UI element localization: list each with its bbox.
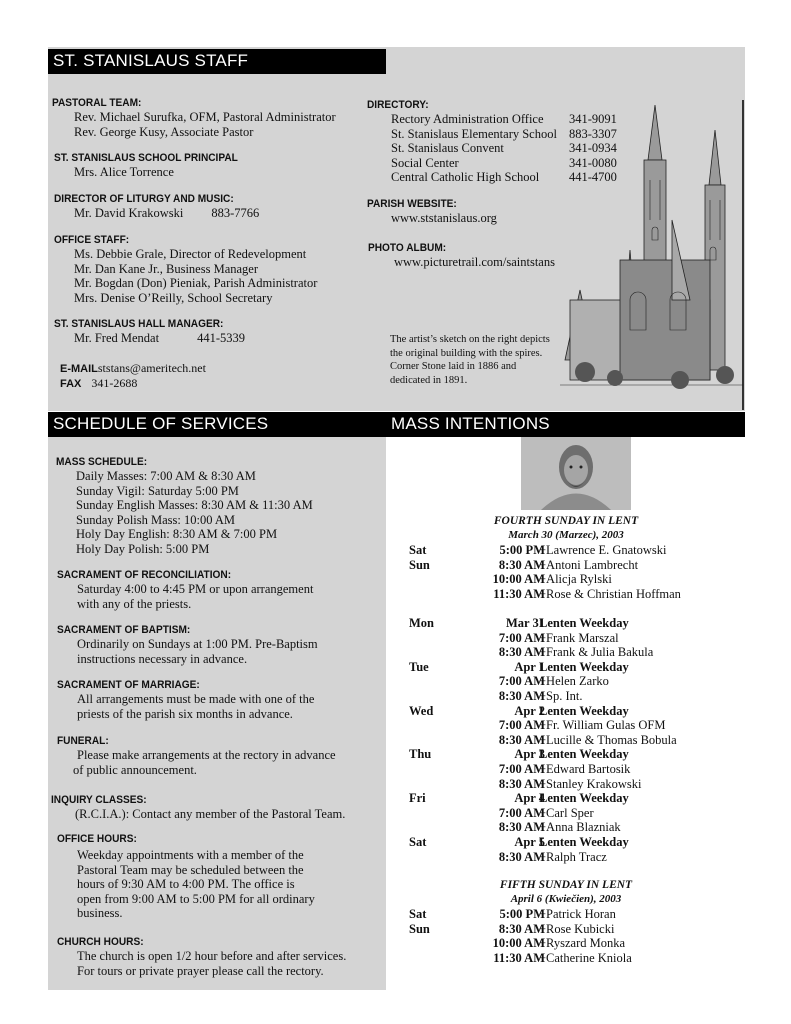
pastoral-team-heading: PASTORAL TEAM: (52, 97, 142, 109)
liturgy-phone: 883-7766 (211, 206, 260, 220)
intention-name: +Antoni Lambrecht (539, 557, 639, 572)
baptism-line: instructions necessary in advance. (77, 651, 248, 666)
school-principal (54, 151, 254, 180)
schedule-banner: SCHEDULE OF SERVICES (48, 412, 386, 437)
parish-website (367, 197, 497, 226)
office-hours-heading: OFFICE HOURS: (57, 833, 137, 845)
intention-time: Apr 5 (514, 835, 545, 849)
hall-manager-phone: 441-5339 (197, 331, 245, 345)
mass-schedule (56, 455, 313, 557)
directory-name: St. Stanislaus Elementary School (391, 126, 557, 141)
directory-phone: 341-0080 (569, 155, 617, 170)
intention-name: +Helen Zarko (539, 674, 609, 689)
liturgy-heading: DIRECTOR OF LITURGY AND MUSIC: (54, 193, 234, 205)
section2-title: FIFTH SUNDAY IN LENT (499, 879, 633, 891)
mass-schedule-line: Daily Masses: 7:00 AM & 8:30 AM (76, 469, 256, 483)
intention-time: 8:30 AM (498, 776, 545, 791)
website-link[interactable]: www.ststanislaus.org (391, 211, 497, 225)
saint-portrait-icon (521, 437, 631, 510)
baptism (57, 623, 318, 666)
mass-schedule-heading: MASS SCHEDULE: (56, 456, 148, 468)
intention-day: Thu (409, 747, 432, 762)
intention-name: +Anna Blazniak (539, 820, 621, 835)
marriage-line: All arrangements must be made with one of the (77, 692, 315, 706)
intention-time: 10:00 AM (492, 572, 545, 587)
inquiry-classes (51, 793, 345, 822)
church-hours (57, 935, 346, 978)
pastoral-line: Rev. Michael Surufka, OFM, Pastoral Administrator (74, 110, 336, 124)
funeral-line: Please make arrangements at the rectory in advance (77, 748, 336, 762)
intention-name: +Alicja Rylski (539, 572, 612, 587)
reconciliation-line: with any of the priests. (77, 596, 192, 611)
album-heading: PHOTO ALBUM: (368, 242, 447, 254)
intention-name: +Ralph Tracz (539, 849, 607, 864)
fax-label: FAX (60, 378, 82, 390)
intention-name: +Lawrence E. Gnatowski (539, 543, 667, 557)
email-label: E-MAIL (60, 363, 98, 375)
intention-name: +Ryszard Monka (539, 936, 626, 951)
inquiry-heading: INQUIRY CLASSES: (51, 794, 147, 806)
office-staff-line: Mrs. Denise O’Reilly, School Secretary (74, 290, 273, 305)
fax-number: 341-2688 (91, 376, 138, 390)
website-heading: PARISH WEBSITE: (367, 198, 457, 210)
church-hours-line: For tours or private prayer please call the rectory. (77, 963, 324, 978)
intention-name: +Sp. Int. (539, 689, 583, 703)
funeral-heading: FUNERAL: (57, 735, 109, 747)
intention-day: Wed (409, 703, 434, 718)
intention-name: +Lucille & Thomas Bobula (539, 732, 677, 747)
intention-day: Sat (409, 907, 427, 921)
intention-name: +Carl Sper (539, 805, 594, 820)
intention-time: 8:30 AM (498, 645, 545, 660)
marriage-heading: SACRAMENT OF MARRIAGE: (57, 679, 200, 691)
church-sketch-icon (560, 100, 745, 410)
marriage (57, 678, 314, 721)
intention-time: 8:30 AM (498, 689, 545, 703)
intention-name: Lenten Weekday (539, 659, 629, 674)
directory-phone: 883-3307 (569, 126, 617, 141)
reconciliation-line: Saturday 4:00 to 4:45 PM or upon arrangement (77, 582, 314, 596)
intention-time: Apr 2 (514, 703, 545, 718)
intention-time: 5:00 PM (499, 907, 545, 921)
marriage-line: priests of the parish six months in advance. (77, 706, 293, 721)
intention-time: Apr 4 (514, 791, 545, 806)
directory-heading: DIRECTORY: (367, 99, 429, 111)
intention-time: 8:30 AM (498, 820, 545, 835)
directory-phone: 341-0934 (569, 141, 617, 156)
section1-title: FOURTH SUNDAY IN LENT (493, 515, 639, 527)
intention-name: +Catherine Kniola (539, 950, 632, 965)
intention-day: Mon (409, 616, 434, 630)
directory-name: Central Catholic High School (391, 170, 540, 185)
intention-day: Sat (409, 835, 427, 849)
office-hours-line: Pastoral Team may be scheduled between the (77, 862, 304, 877)
liturgy-row (54, 206, 259, 221)
hall-manager-heading: ST. STANISLAUS HALL MANAGER: (54, 318, 224, 330)
intention-time: 8:30 AM (498, 921, 545, 936)
intention-name: +Edward Bartosik (539, 762, 631, 776)
funeral-line: of public announcement. (73, 762, 197, 777)
mass-schedule-line: Holy Day Polish: 5:00 PM (76, 541, 210, 556)
intention-time: 8:30 AM (498, 849, 545, 864)
office-hours-line: hours of 9:30 AM to 4:00 PM. The office is (77, 877, 295, 892)
album-link[interactable]: www.picturetrail.com/saintstans (394, 255, 555, 269)
photo-album (368, 241, 555, 270)
intention-time: Apr 1 (514, 659, 545, 674)
intention-name: +Frank Marszal (539, 630, 619, 645)
office-staff (54, 233, 317, 305)
intention-time: 7:00 AM (498, 805, 545, 820)
intention-name: +Frank & Julia Bakula (539, 645, 654, 660)
intention-name: +Fr. William Gulas OFM (539, 718, 666, 733)
mass-schedule-line: Holy Day English: 8:30 AM & 7:00 PM (76, 527, 278, 542)
intention-time: 7:00 AM (498, 718, 545, 733)
baptism-heading: SACRAMENT OF BAPTISM: (57, 624, 191, 636)
intention-time: 7:00 AM (498, 630, 545, 645)
intention-time: 8:30 AM (498, 732, 545, 747)
office-hours-line: open from 9:00 AM to 5:00 PM for all ordinary (77, 891, 315, 906)
office-staff-line: Ms. Debbie Grale, Director of Redevelopment (74, 247, 307, 261)
intention-day: Sun (409, 557, 430, 572)
intention-name: Lenten Weekday (539, 835, 629, 849)
hall-manager (54, 317, 245, 346)
reconciliation (57, 568, 313, 611)
office-staff-line: Mr. Bogdan (Don) Pieniak, Parish Administrator (74, 276, 318, 291)
intention-time: 11:30 AM (493, 950, 545, 965)
intention-time: 11:30 AM (493, 586, 545, 601)
intention-name: +Rose Kubicki (539, 921, 615, 936)
fax-row (60, 376, 206, 391)
directory-name: Rectory Administration Office (391, 112, 544, 126)
funeral (57, 734, 336, 777)
intention-name: Lenten Weekday (539, 703, 629, 718)
intention-day: Fri (409, 791, 426, 806)
intention-name: Lenten Weekday (539, 747, 629, 762)
intention-time: 5:00 PM (499, 543, 545, 557)
intention-name: +Stanley Krakowski (539, 776, 642, 791)
directory-phone: 441-4700 (569, 170, 617, 185)
contact-info (60, 361, 206, 391)
church-hours-heading: CHURCH HOURS: (57, 936, 144, 948)
pastoral-line: Rev. George Kusy, Associate Pastor (74, 124, 254, 139)
mass-intentions-banner: MASS INTENTIONS (386, 412, 745, 437)
office-hours-line: business. (77, 906, 123, 921)
hall-manager-row (54, 331, 245, 346)
principal-heading: ST. STANISLAUS SCHOOL PRINCIPAL (54, 152, 238, 164)
intention-time: 7:00 AM (498, 762, 545, 776)
liturgy-name: Mr. David Krakowski (74, 206, 184, 220)
intention-name: Lenten Weekday (539, 616, 629, 630)
sketch-caption: The artist’s sketch on the right depicts the original building with the spires. Corner Stone laid in 1886 and dedicated in 1891. (390, 334, 550, 386)
hall-manager-name: Mr. Fred Mendat (74, 331, 160, 345)
office-staff-heading: OFFICE STAFF: (54, 234, 130, 246)
directory-phone: 341-9091 (569, 112, 617, 126)
directory-name: Social Center (391, 155, 459, 170)
liturgy-music (54, 192, 259, 221)
staff-banner: ST. STANISLAUS STAFF (48, 49, 386, 74)
section2-date: April 6 (Kwiečien), 2003 (510, 893, 622, 905)
intention-day: Sat (409, 543, 427, 557)
inquiry-line: (R.C.I.A.): Contact any member of the Pastoral Team. (75, 807, 346, 821)
principal-name: Mrs. Alice Torrence (74, 165, 174, 179)
office-hours-line: Weekday appointments with a member of the (77, 848, 304, 862)
pastoral-team (52, 96, 336, 139)
intention-name: +Patrick Horan (539, 907, 616, 921)
intention-name: Lenten Weekday (539, 791, 629, 806)
mass-schedule-line: Sunday English Masses: 8:30 AM & 11:30 AM (76, 498, 313, 513)
section1-date: March 30 (Marzec), 2003 (508, 529, 624, 541)
intention-time: Mar 31 (506, 616, 545, 630)
intention-name: +Rose & Christian Hoffman (539, 586, 681, 601)
intention-day: Sun (409, 921, 430, 936)
email-row (60, 361, 206, 376)
email-link[interactable]: ststans@ameritech.net (97, 361, 206, 375)
directory-name: St. Stanislaus Convent (391, 141, 504, 156)
mass-schedule-line: Sunday Vigil: Saturday 5:00 PM (76, 483, 239, 498)
church-hours-line: The church is open 1/2 hour before and after services. (77, 949, 347, 963)
baptism-line: Ordinarily on Sundays at 1:00 PM. Pre-Baptism (77, 637, 318, 651)
office-hours (57, 832, 315, 921)
reconciliation-heading: SACRAMENT OF RECONCILIATION: (57, 569, 232, 581)
intention-time: 10:00 AM (492, 936, 545, 951)
intention-time: 8:30 AM (498, 557, 545, 572)
intention-time: Apr 3 (514, 747, 545, 762)
office-staff-line: Mr. Dan Kane Jr., Business Manager (74, 261, 258, 276)
intention-time: 7:00 AM (498, 674, 545, 689)
intention-day: Tue (409, 659, 429, 674)
mass-schedule-line: Sunday Polish Mass: 10:00 AM (76, 512, 236, 527)
